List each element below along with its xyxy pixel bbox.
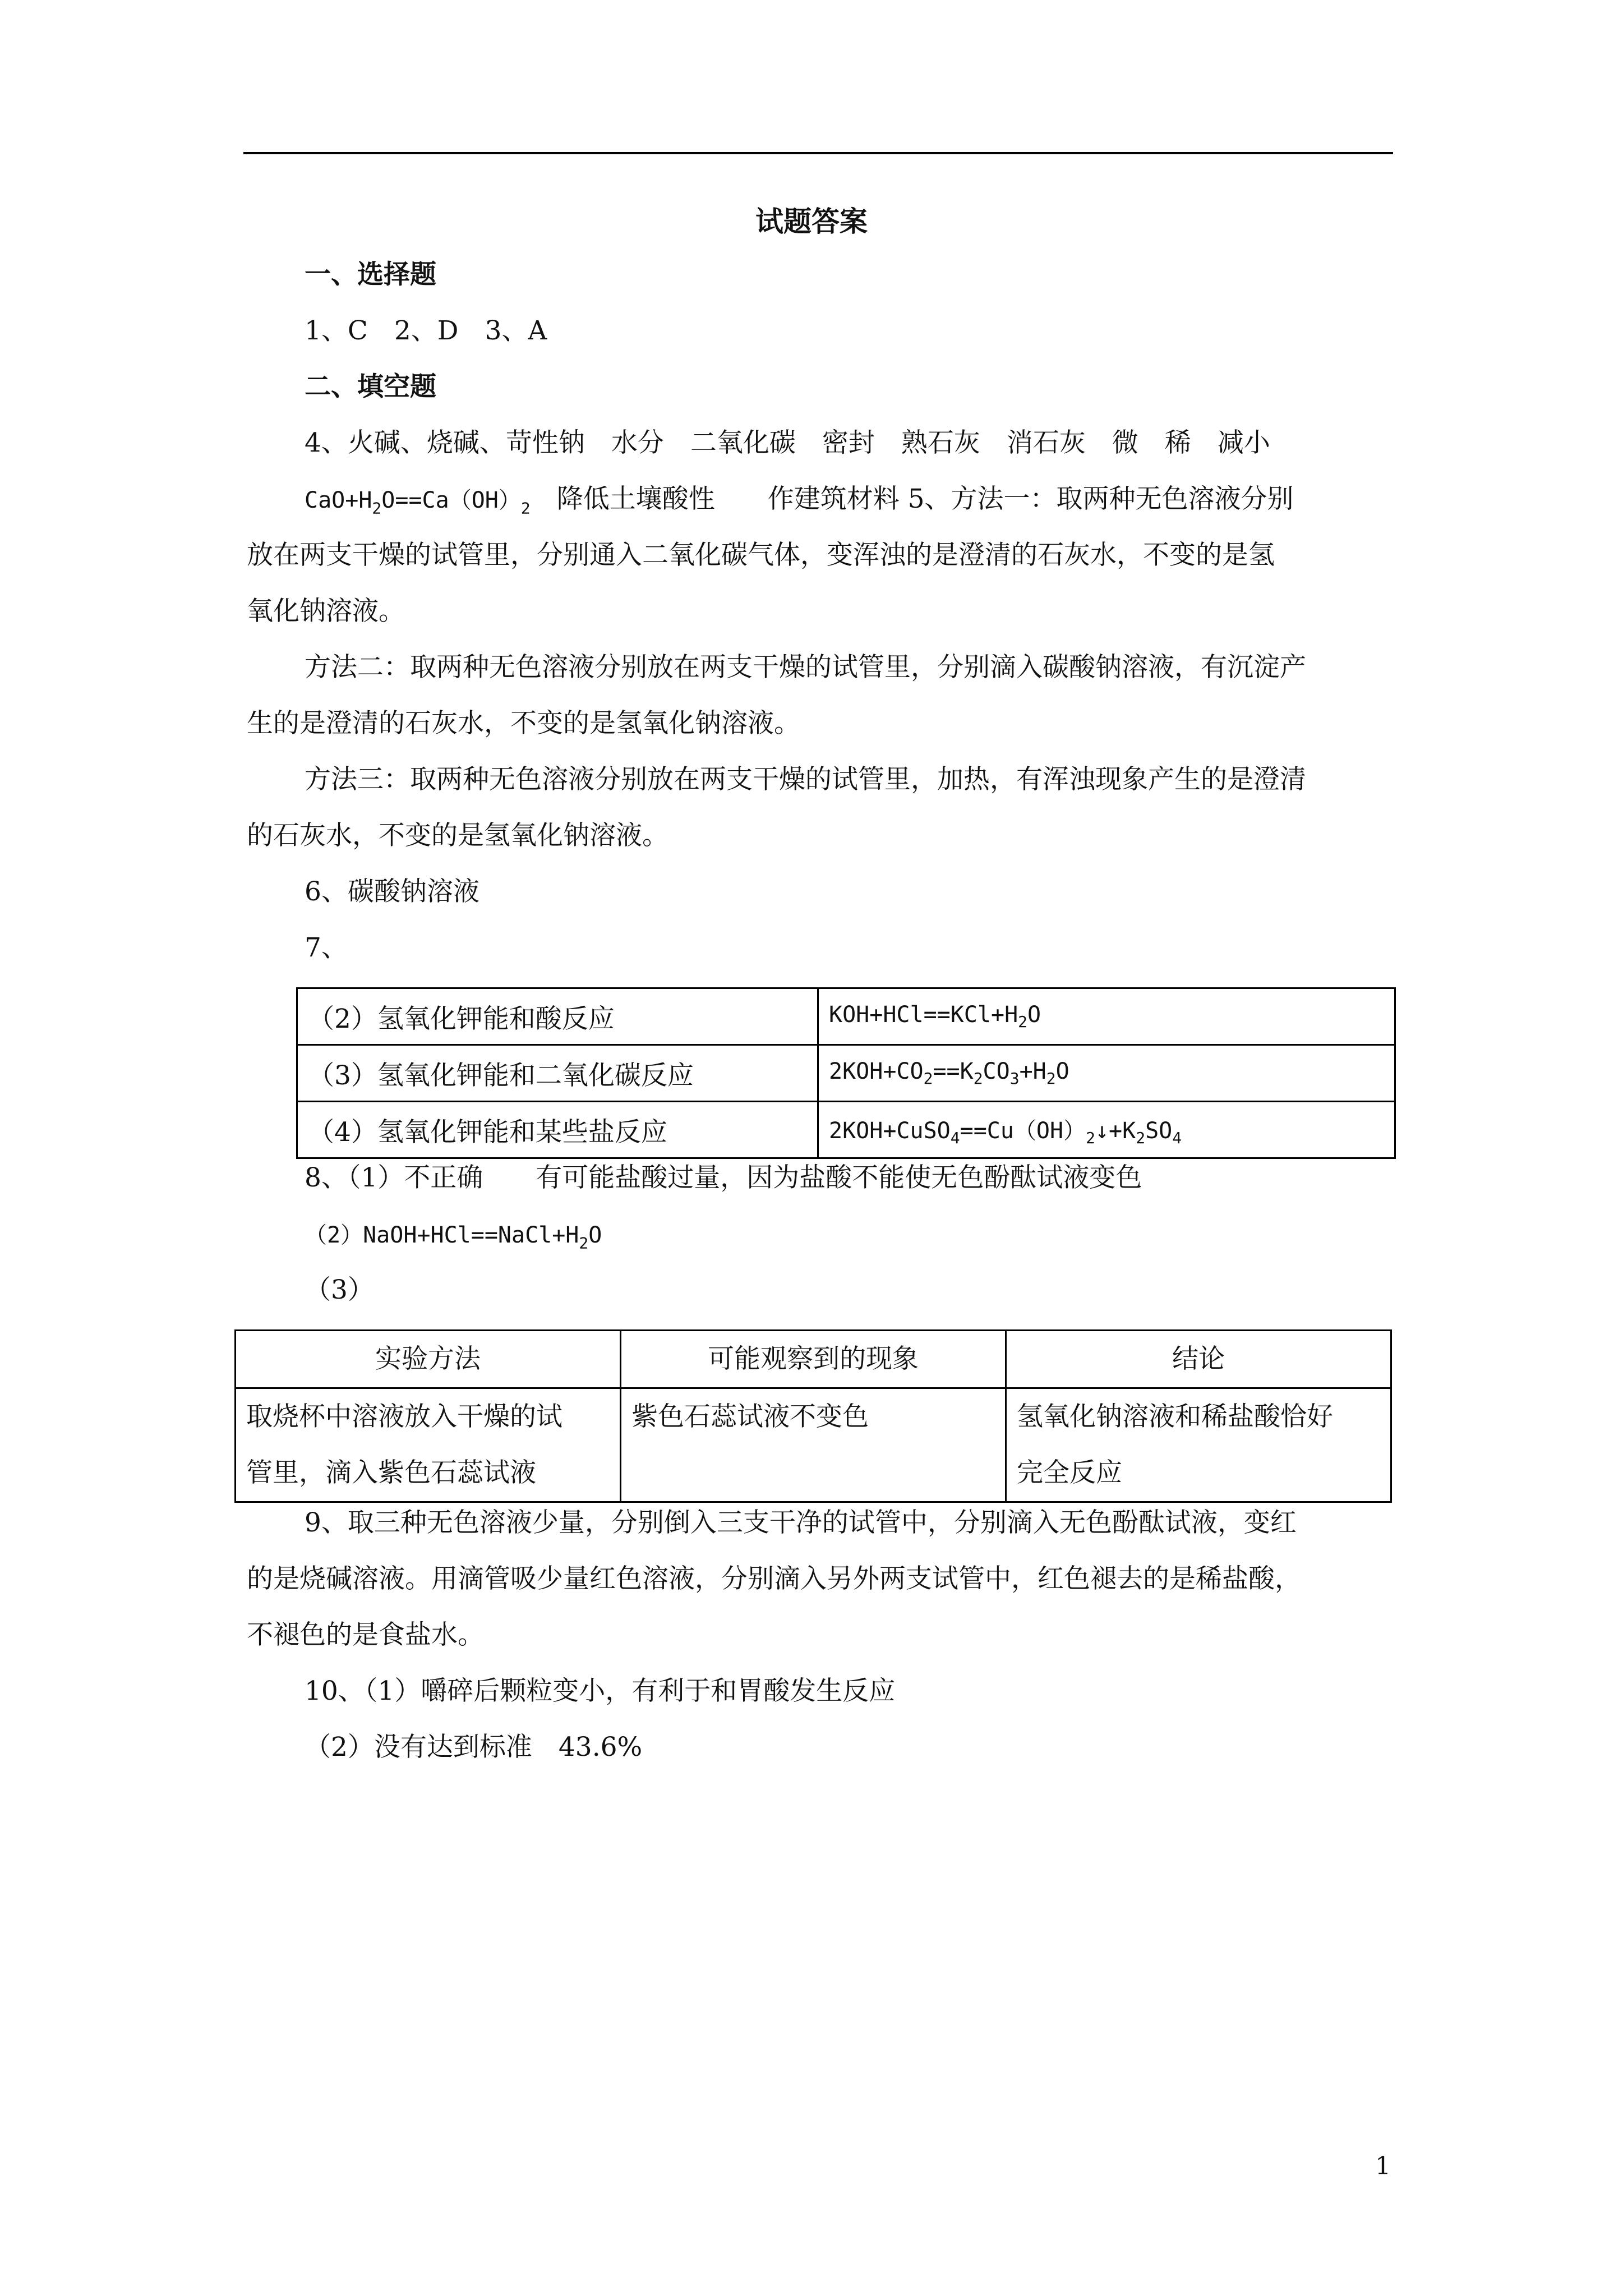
q8-experiment-table: [234, 1329, 1392, 1503]
q4-line3: 放在两支干燥的试管里，分别通入二氧化碳气体，变浑浊的是澄清的石灰水，不变的是氢: [247, 540, 1275, 570]
page-number: 1: [1375, 2152, 1391, 2180]
q6-answer: 6、碳酸钠溶液: [305, 876, 479, 907]
choice-answers: 1、C 2、D 3、A: [305, 315, 547, 346]
header-rule: [243, 152, 1393, 154]
q8-part3-label: （3）: [305, 1274, 374, 1305]
q4-line4: 氧化钠溶液。: [247, 596, 405, 627]
table-row: [297, 1045, 1395, 1102]
q9-line3: 不褪色的是食盐水。: [247, 1619, 484, 1650]
table-header: 结论: [1006, 1331, 1391, 1388]
table-row: [297, 1102, 1395, 1158]
q10-part1: 10、（1）嚼碎后颗粒变小，有利于和胃酸发生反应: [305, 1676, 896, 1706]
q8-part1: 8、（1）不正确 有可能盐酸过量，因为盐酸不能使无色酚酞试液变色: [305, 1162, 1142, 1193]
q5-method2-line1: 方法二：取两种无色溶液分别放在两支干燥的试管里，分别滴入碳酸钠溶液，有沉淀产: [305, 652, 1306, 683]
q7-equation: $KOH+HCl==KCl+H_2O$: [818, 988, 1395, 1045]
experiment-method: 取烧杯中溶液放入干燥的试 管里，滴入紫色石蕊试液: [236, 1388, 621, 1502]
q7-property: （3）氢氧化钾能和二氧化碳反应: [297, 1045, 818, 1102]
q4-equation-b: O==Ca（OH）: [381, 487, 521, 513]
q4-line2: [305, 482, 1294, 525]
table-header: 实验方法: [236, 1331, 621, 1388]
q10-part2: （2）没有达到标准 43.6%: [305, 1732, 643, 1763]
q7-property: （2）氢氧化钾能和酸反应: [297, 988, 818, 1045]
q8-part2: $(2)NaOH+HCl==NaCl+H_2O$: [305, 1222, 602, 1253]
table-row: [297, 988, 1395, 1045]
experiment-phenomenon: 紫色石蕊试液不变色: [621, 1388, 1006, 1502]
q7-equation: $2KOH+CuSO_4==Cu(OH)_2↓+K_2SO_4$: [818, 1102, 1395, 1158]
q7-label: 7、: [305, 932, 348, 963]
q7-table: [296, 987, 1396, 1159]
q4-equation-sub2: 2: [520, 499, 531, 518]
q4-equation-a: CaO+H: [305, 487, 372, 513]
q7-equation: $2KOH+CO_2==K_2CO_3+H_2O$: [818, 1045, 1395, 1102]
table-row: [236, 1388, 1391, 1502]
q4-equation-sub1: 2: [372, 499, 382, 518]
q9-line1: 9、取三种无色溶液少量，分别倒入三支干净的试管中，分别滴入无色酚酞试液，变红: [305, 1507, 1297, 1538]
q5-method3-line2: 的石灰水，不变的是氢氧化钠溶液。: [247, 820, 668, 851]
table-header-row: [236, 1331, 1391, 1388]
table-header: 可能观察到的现象: [621, 1331, 1006, 1388]
q5-method2-line2: 生的是澄清的石灰水，不变的是氢氧化钠溶液。: [247, 708, 800, 739]
experiment-conclusion: 氢氧化钠溶液和稀盐酸恰好 完全反应: [1006, 1388, 1391, 1502]
q5-method3-line1: 方法三：取两种无色溶液分别放在两支干燥的试管里，加热，有浑浊现象产生的是澄清: [305, 764, 1306, 795]
q7-property: （4）氢氧化钾能和某些盐反应: [297, 1102, 818, 1158]
q9-line2: 的是烧碱溶液。用滴管吸少量红色溶液，分别滴入另外两支试管中，红色褪去的是稀盐酸，: [247, 1563, 1301, 1594]
page-title: 试题答案: [755, 205, 868, 238]
fill-heading: 二、填空题: [305, 371, 436, 402]
choice-heading: 一、选择题: [305, 259, 436, 290]
q4-line1: 4、火碱、烧碱、苛性钠 水分 二氧化碳 密封 熟石灰 消石灰 微 稀 减小: [305, 427, 1270, 458]
q4-line2-text: 降低土壤酸性 作建筑材料 5、方法一：取两种无色溶液分别: [530, 484, 1294, 514]
